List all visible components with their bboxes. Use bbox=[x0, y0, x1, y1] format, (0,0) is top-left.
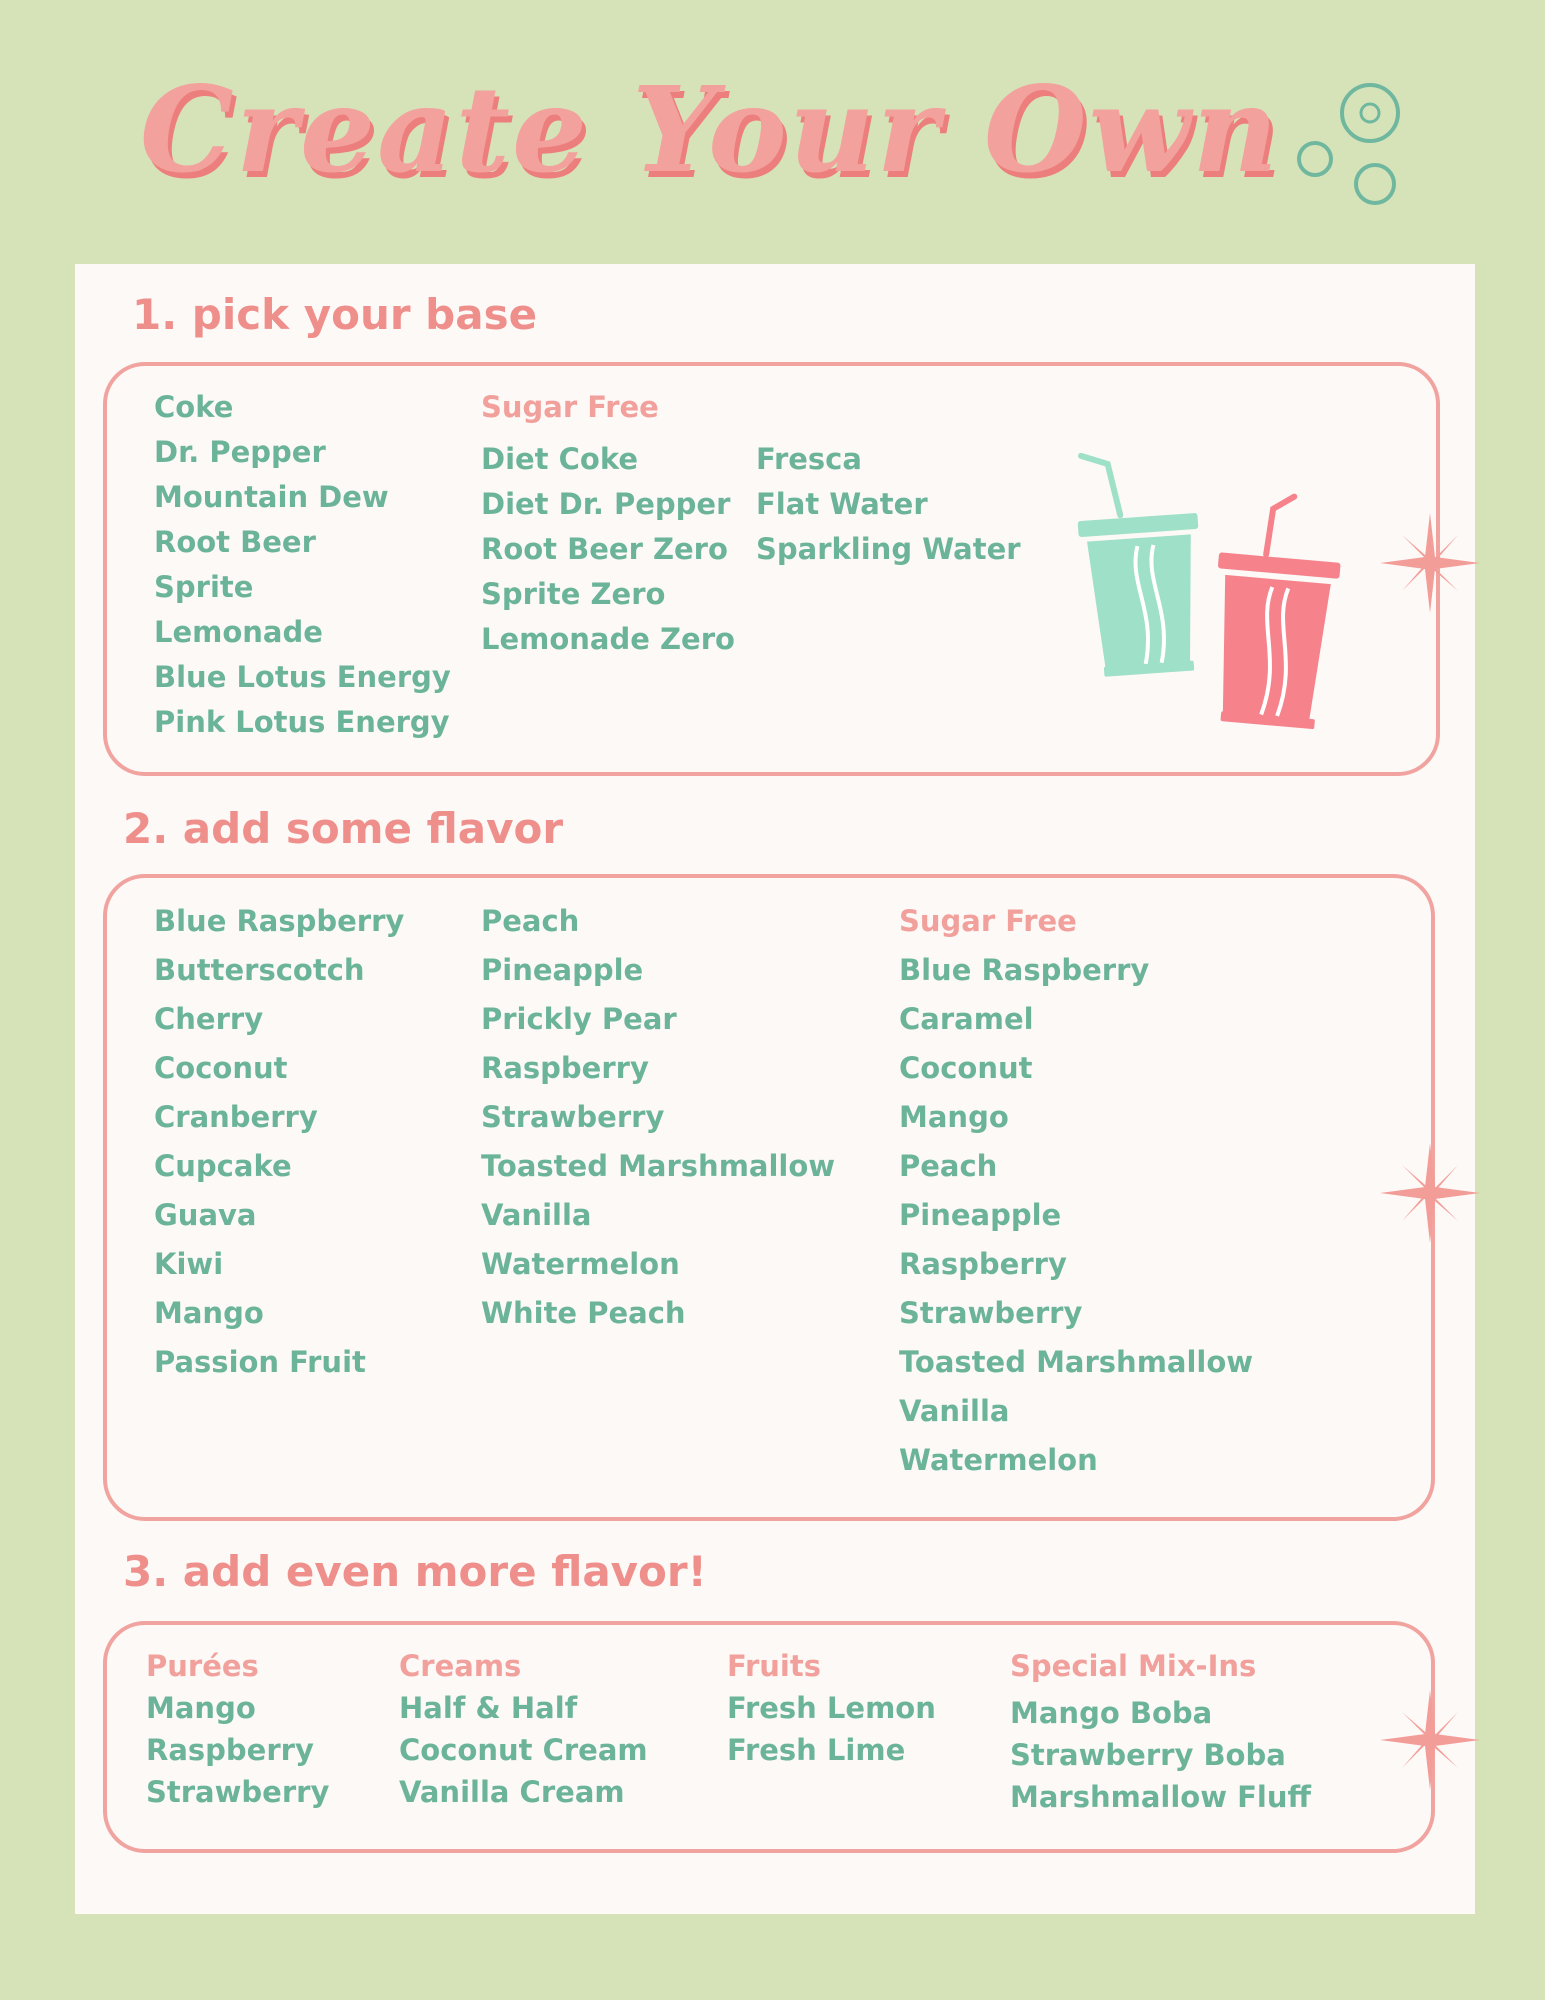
list-item: Cupcake bbox=[154, 1149, 292, 1183]
fruits-label: Fruits bbox=[727, 1649, 821, 1683]
list-item: Strawberry bbox=[481, 1100, 665, 1134]
section1-heading: 1. pick your base bbox=[132, 290, 538, 339]
list-item: Coconut bbox=[899, 1051, 1033, 1085]
flavor-col1 bbox=[154, 904, 404, 1394]
list-item: Diet Coke bbox=[481, 442, 639, 476]
list-item: Cherry bbox=[154, 1002, 264, 1036]
list-item: Half & Half bbox=[399, 1691, 578, 1725]
base-col2 bbox=[481, 390, 735, 667]
list-item: Root Beer Zero bbox=[481, 532, 728, 566]
list-item: Raspberry bbox=[481, 1051, 649, 1085]
list-item: Pineapple bbox=[899, 1198, 1062, 1232]
fruits-col bbox=[727, 1649, 936, 1775]
list-item: Blue Raspberry bbox=[154, 904, 405, 938]
list-item: Dr. Pepper bbox=[154, 435, 326, 469]
list-item: Strawberry bbox=[146, 1775, 330, 1809]
list-item: Mango bbox=[899, 1100, 1009, 1134]
list-item: Watermelon bbox=[899, 1443, 1098, 1477]
sparkle-icon bbox=[1380, 1143, 1480, 1243]
list-item: Vanilla Cream bbox=[399, 1775, 625, 1809]
list-item: Sparkling Water bbox=[756, 532, 1021, 566]
list-item: Coconut Cream bbox=[399, 1733, 648, 1767]
list-item: Mountain Dew bbox=[154, 480, 389, 514]
mixins-col bbox=[1010, 1649, 1311, 1822]
list-item: Pineapple bbox=[481, 953, 644, 987]
flavor-col3 bbox=[899, 904, 1253, 1492]
section3-heading: 3. add even more flavor! bbox=[123, 1547, 707, 1596]
base-col1 bbox=[154, 390, 451, 750]
menu-sheet bbox=[75, 264, 1475, 1914]
drink-cups-illustration bbox=[1060, 440, 1360, 740]
list-item: Prickly Pear bbox=[481, 1002, 677, 1036]
list-item: Cranberry bbox=[154, 1100, 318, 1134]
list-item: White Peach bbox=[481, 1296, 686, 1330]
flavor-col2 bbox=[481, 904, 835, 1345]
purees-label: Purées bbox=[146, 1649, 259, 1683]
mixins-label: Special Mix-Ins bbox=[1010, 1649, 1257, 1683]
list-item: Toasted Marshmallow bbox=[481, 1149, 836, 1183]
list-item: Flat Water bbox=[756, 487, 928, 521]
bubbles-icon bbox=[1290, 80, 1420, 220]
list-item: Coke bbox=[154, 390, 234, 424]
list-item: Diet Dr. Pepper bbox=[481, 487, 731, 521]
sparkle-icon bbox=[1380, 1690, 1480, 1790]
list-item: Sprite bbox=[154, 570, 254, 604]
list-item: Mango bbox=[154, 1296, 264, 1330]
list-item: Butterscotch bbox=[154, 953, 365, 987]
purees-col bbox=[146, 1649, 329, 1817]
list-item: Pink Lotus Energy bbox=[154, 705, 450, 739]
list-item: Fresh Lemon bbox=[727, 1691, 936, 1725]
list-item: Marshmallow Fluff bbox=[1010, 1780, 1312, 1814]
list-item: Raspberry bbox=[899, 1247, 1067, 1281]
list-item: Sprite Zero bbox=[481, 577, 666, 611]
list-item: Vanilla bbox=[481, 1198, 592, 1232]
list-item: Mango Boba bbox=[1010, 1696, 1213, 1730]
list-item: Kiwi bbox=[154, 1247, 224, 1281]
list-item: Peach bbox=[481, 904, 580, 938]
sugar-free-label: Sugar Free bbox=[481, 390, 659, 424]
creams-col bbox=[399, 1649, 648, 1817]
page-title: Create Your Own bbox=[139, 60, 1281, 199]
list-item: Fresh Lime bbox=[727, 1733, 906, 1767]
list-item: Lemonade bbox=[154, 615, 323, 649]
list-item: Toasted Marshmallow bbox=[899, 1345, 1254, 1379]
sugar-free-label: Sugar Free bbox=[899, 904, 1077, 938]
list-item: Strawberry bbox=[899, 1296, 1083, 1330]
list-item: Blue Lotus Energy bbox=[154, 660, 451, 694]
list-item: Guava bbox=[154, 1198, 257, 1232]
base-col3 bbox=[756, 442, 1021, 577]
list-item: Strawberry Boba bbox=[1010, 1738, 1286, 1772]
list-item: Coconut bbox=[154, 1051, 288, 1085]
list-item: Raspberry bbox=[146, 1733, 314, 1767]
list-item: Blue Raspberry bbox=[899, 953, 1150, 987]
list-item: Vanilla bbox=[899, 1394, 1010, 1428]
creams-label: Creams bbox=[399, 1649, 522, 1683]
list-item: Watermelon bbox=[481, 1247, 680, 1281]
list-item: Fresca bbox=[756, 442, 862, 476]
list-item: Peach bbox=[899, 1149, 998, 1183]
list-item: Lemonade Zero bbox=[481, 622, 735, 656]
list-item: Root Beer bbox=[154, 525, 316, 559]
section2-heading: 2. add some flavor bbox=[123, 804, 564, 853]
list-item: Passion Fruit bbox=[154, 1345, 366, 1379]
list-item: Mango bbox=[146, 1691, 256, 1725]
sparkle-icon bbox=[1380, 513, 1480, 613]
list-item: Caramel bbox=[899, 1002, 1034, 1036]
